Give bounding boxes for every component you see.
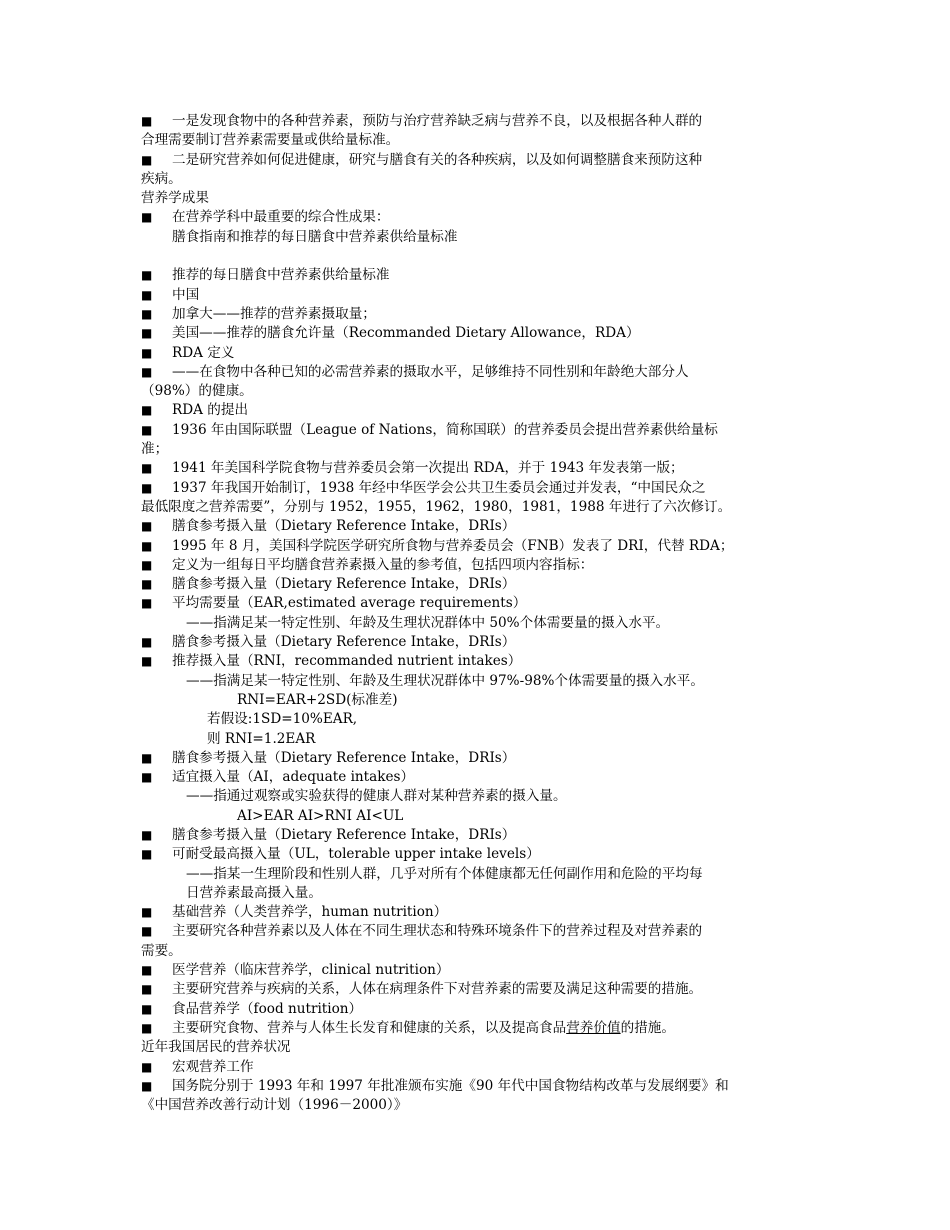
line-text [186, 884, 322, 903]
line-text [186, 614, 669, 633]
line-text [207, 710, 357, 729]
line-text [172, 363, 689, 382]
bullet-square-icon: ■ [141, 306, 153, 321]
line-text-content: 推荐摄入量（RNI，recommanded nutrient intakes） [172, 653, 522, 670]
bullet-item [0, 903, 950, 922]
bullet-item [0, 633, 950, 652]
text-line [0, 672, 950, 691]
line-text-content: 准； [141, 441, 169, 458]
line-text [172, 556, 593, 575]
line-text-content: ——在食物中各种已知的必需营养素的摄取水平，足够维持不同性别和年龄绝大部分人 [172, 363, 689, 380]
line-text [141, 189, 209, 208]
line-text-content: 合理需要制订营养素需要量或供给量标准。 [141, 132, 400, 149]
line-text-content: 膳食参考摄入量（Dietary Reference Intake，DRIs） [172, 826, 516, 843]
text-line [0, 942, 950, 961]
line-text-content: 基础营养（人类营养学，human nutrition） [172, 904, 448, 921]
bullet-item [0, 1058, 950, 1077]
bullet-item [0, 266, 950, 285]
bullet-square-icon: ■ [141, 1078, 153, 1093]
bullet-item [0, 537, 950, 556]
line-text-content: 膳食参考摄入量（Dietary Reference Intake，DRIs） [172, 576, 516, 593]
bullet-square-icon: ■ [141, 326, 153, 341]
bullet-item [0, 344, 950, 363]
bullet-item [0, 324, 950, 343]
line-text [186, 865, 703, 884]
line-text-content: 需要。 [141, 942, 182, 959]
bullet-item [0, 980, 950, 999]
bullet-square-icon: ■ [141, 538, 153, 553]
bullet-square-icon: ■ [141, 847, 153, 862]
line-text-content: 中国 [172, 286, 200, 303]
bullet-square-icon: ■ [141, 210, 153, 225]
line-text [172, 421, 718, 440]
text-line [0, 884, 950, 903]
line-text [172, 459, 684, 478]
line-text-content: 医学营养（临床营养学，clinical nutrition） [172, 962, 450, 979]
text-line [0, 189, 950, 208]
blank-line [0, 247, 950, 266]
line-text-content: 主要研究各种营养素以及人体在不同生理状态和特殊环境条件下的营养过程及对营养素的 [172, 923, 703, 940]
line-text-content: 膳食指南和推荐的每日膳食中营养素供给量标准 [172, 228, 458, 245]
line-text [172, 228, 457, 247]
bullet-square-icon: ■ [141, 770, 153, 785]
line-text-content: 食品营养学（food nutrition） [172, 1000, 363, 1017]
text-line [0, 382, 950, 401]
bullet-square-icon: ■ [141, 114, 153, 128]
line-text-content: ——指某一生理阶段和性别人群，几乎对所有个体健康都无任何副作用和危险的平均每 [186, 865, 703, 882]
text-line [0, 730, 950, 749]
line-text [172, 749, 515, 768]
line-text-content: 《中国营养改善行动计划（1996－2000）》 [141, 1097, 408, 1114]
line-text [172, 652, 521, 671]
line-text-content: 二是研究营养如何促进健康，研究与膳食有关的各种疾病，以及如何调整膳食来预防这种 [172, 151, 703, 168]
bullet-item [0, 594, 950, 613]
bullet-item [0, 768, 950, 787]
text-line [0, 807, 950, 826]
document-body [0, 112, 950, 1115]
line-text-content: 适宜摄入量（AI，adequate intakes） [172, 769, 415, 786]
line-text [172, 324, 640, 343]
line-text [237, 807, 403, 826]
line-text [141, 1096, 407, 1115]
line-text-content: 若假设:1SD=10%EAR, [207, 711, 358, 728]
bullet-square-icon: ■ [141, 963, 153, 978]
line-text [141, 1038, 291, 1057]
bullet-square-icon: ■ [141, 557, 153, 572]
line-text [172, 1019, 675, 1038]
line-text-content: RNI=EAR+2SD(标准差) [237, 691, 398, 708]
line-text-content: ——指满足某一特定性别、年龄及生理状况群体中 50%个体需要量的摄入水平。 [186, 614, 670, 631]
line-text [237, 691, 398, 710]
line-text-content: 1995 年 8 月，美国科学院医学研究所食物与营养委员会（FNB）发表了 DRI，代替 RDA； [172, 537, 734, 554]
line-text-content: 1937 年我国开始制订，1938 年经中华医学会公共卫生委员会通过并发表，“中国民众之 [172, 479, 706, 496]
line-text [172, 826, 515, 845]
line-text-content: 近年我国居民的营养状况 [141, 1039, 291, 1056]
bullet-item [0, 1077, 950, 1096]
text-line [0, 865, 950, 884]
text-line [0, 170, 950, 189]
text-line [0, 1038, 950, 1057]
bullet-item [0, 305, 950, 324]
bullet-item [0, 112, 950, 131]
text-line [0, 787, 950, 806]
line-text [172, 1077, 729, 1096]
line-text [172, 517, 515, 536]
line-text [172, 633, 515, 652]
line-text-content: 定义为一组每日平均膳食营养素摄入量的参考值，包括四项内容指标： [172, 556, 594, 573]
text-line [0, 710, 950, 729]
bullet-square-icon: ■ [141, 287, 153, 302]
line-text-content: 一是发现食物中的各种营养素，预防与治疗营养缺乏病与营养不良，以及根据各种人群的 [172, 113, 703, 129]
line-text-content: ——指满足某一特定性别、年龄及生理状况群体中 97%-98%个体需要量的摄入水平。 [186, 672, 704, 689]
line-text [141, 440, 168, 459]
line-text-content: 平均需要量（EAR,estimated average requirements） [172, 595, 527, 612]
line-text [141, 170, 182, 189]
text-line [0, 614, 950, 633]
bullet-square-icon: ■ [141, 654, 153, 669]
line-text-content: 可耐受最高摄入量（UL，tolerable upper intake levels） [172, 846, 540, 863]
line-text [207, 730, 315, 749]
bullet-square-icon: ■ [141, 827, 153, 842]
bullet-square-icon: ■ [141, 461, 153, 476]
line-text-content: 营养学成果 [141, 190, 209, 207]
line-text [186, 672, 704, 691]
line-text [172, 961, 450, 980]
line-text-content: ——指通过观察或实验获得的健康人群对某种营养素的摄入量。 [186, 788, 567, 805]
line-text-content: 国务院分别于 1993 年和 1997 年批准颁布实施《90 年代中国食物结构改革与发展纲要》和 [172, 1077, 729, 1094]
line-text [172, 768, 414, 787]
bullet-item [0, 151, 950, 170]
bullet-item [0, 479, 950, 498]
bullet-square-icon: ■ [141, 152, 153, 167]
line-text [172, 1058, 254, 1077]
bullet-item [0, 845, 950, 864]
line-text-content: 宏观营养工作 [172, 1058, 254, 1075]
bullet-item [0, 363, 950, 382]
line-text-content: 日营养素最高摄入量。 [186, 884, 322, 901]
bullet-square-icon: ■ [141, 519, 153, 534]
line-text-content: 加拿大——推荐的营养素摄取量； [172, 305, 376, 322]
bullet-square-icon: ■ [141, 577, 153, 592]
bullet-square-icon: ■ [141, 1001, 153, 1016]
line-text [172, 344, 234, 363]
line-text-content: 最低限度之营养需要”，分别与 1952，1955，1962，1980，1981，1988 年进行了六次修订。 [141, 498, 732, 515]
line-text [172, 594, 526, 613]
line-text [172, 845, 540, 864]
bullet-item [0, 652, 950, 671]
line-text [172, 479, 705, 498]
line-text-content: AI>EAR AI>RNI AI<UL [237, 807, 404, 824]
bullet-item [0, 286, 950, 305]
line-text-content: 疾病。 [141, 170, 182, 187]
line-text-tail: 的措施。 [620, 1019, 675, 1036]
bullet-square-icon: ■ [141, 422, 153, 437]
bullet-square-icon: ■ [141, 750, 153, 765]
bullet-item [0, 1019, 950, 1038]
text-line [0, 498, 950, 517]
line-text-content: 美国——推荐的膳食允许量（Recommanded Dietary Allowance，RDA） [172, 325, 640, 342]
line-text-content: 1936 年由国际联盟（League of Nations，简称国联）的营养委员会提出营养素供给量标 [172, 421, 718, 438]
bullet-item [0, 961, 950, 980]
bullet-square-icon: ■ [141, 403, 153, 418]
bullet-item [0, 401, 950, 420]
line-text-content: 主要研究营养与疾病的关系，人体在病理条件下对营养素的需要及满足这种需要的措施。 [172, 981, 703, 998]
line-text-content: 膳食参考摄入量（Dietary Reference Intake，DRIs） [172, 634, 516, 651]
line-text [172, 401, 248, 420]
bullet-item [0, 556, 950, 575]
line-text [186, 787, 567, 806]
bullet-item [0, 575, 950, 594]
bullet-item [0, 517, 950, 536]
line-text [172, 980, 702, 999]
bullet-square-icon: ■ [141, 635, 153, 650]
bullet-square-icon: ■ [141, 905, 153, 920]
line-text-content: 1941 年美国科学院食物与营养委员会第一次提出 RDA，并于 1943 年发表第一版； [172, 460, 684, 477]
line-text-content: （98%）的健康。 [141, 383, 253, 400]
bullet-square-icon: ■ [141, 345, 153, 360]
bullet-square-icon: ■ [141, 268, 153, 283]
line-text [141, 942, 182, 961]
line-text [141, 498, 731, 517]
bullet-item [0, 459, 950, 478]
line-text [172, 286, 199, 305]
line-text-content: 在营养学科中最重要的综合性成果： [172, 209, 390, 226]
bullet-square-icon: ■ [141, 1059, 153, 1074]
bullet-item [0, 1000, 950, 1019]
line-text-content: RDA 定义 [172, 344, 235, 361]
line-text [172, 208, 390, 227]
line-text [172, 305, 376, 324]
nutrition-value-link[interactable]: 营养价值 [566, 1019, 621, 1036]
line-text [172, 266, 390, 285]
line-text [172, 1000, 362, 1019]
line-text-content: 膳食参考摄入量（Dietary Reference Intake，DRIs） [172, 518, 516, 535]
bullet-square-icon: ■ [141, 924, 153, 939]
text-line [0, 1096, 950, 1115]
text-line [0, 440, 950, 459]
line-text [172, 922, 702, 941]
line-text [172, 151, 702, 170]
text-line [0, 691, 950, 710]
line-text [172, 537, 733, 556]
bullet-square-icon: ■ [141, 982, 153, 997]
bullet-item [0, 421, 950, 440]
line-text-content: 则 RNI=1.2EAR [207, 730, 316, 747]
bullet-item [0, 749, 950, 768]
bullet-square-icon: ■ [141, 1020, 153, 1035]
line-text [141, 382, 253, 401]
bullet-square-icon: ■ [141, 596, 153, 611]
line-text-content: RDA 的提出 [172, 402, 249, 419]
line-text-content: 主要研究食物、营养与人体生长发育和健康的关系，以及提高食品 [172, 1019, 567, 1036]
bullet-item [0, 208, 950, 227]
text-line [0, 131, 950, 150]
line-text-content: 膳食参考摄入量（Dietary Reference Intake，DRIs） [172, 749, 516, 766]
bullet-square-icon: ■ [141, 480, 153, 495]
line-text [172, 575, 515, 594]
line-text-content: 推荐的每日膳食中营养素供给量标准 [172, 267, 390, 284]
line-text [172, 112, 702, 131]
line-text [141, 131, 399, 150]
bullet-item [0, 826, 950, 845]
bullet-item [0, 922, 950, 941]
line-text [172, 903, 447, 922]
text-line [0, 228, 950, 247]
bullet-square-icon: ■ [141, 364, 153, 379]
